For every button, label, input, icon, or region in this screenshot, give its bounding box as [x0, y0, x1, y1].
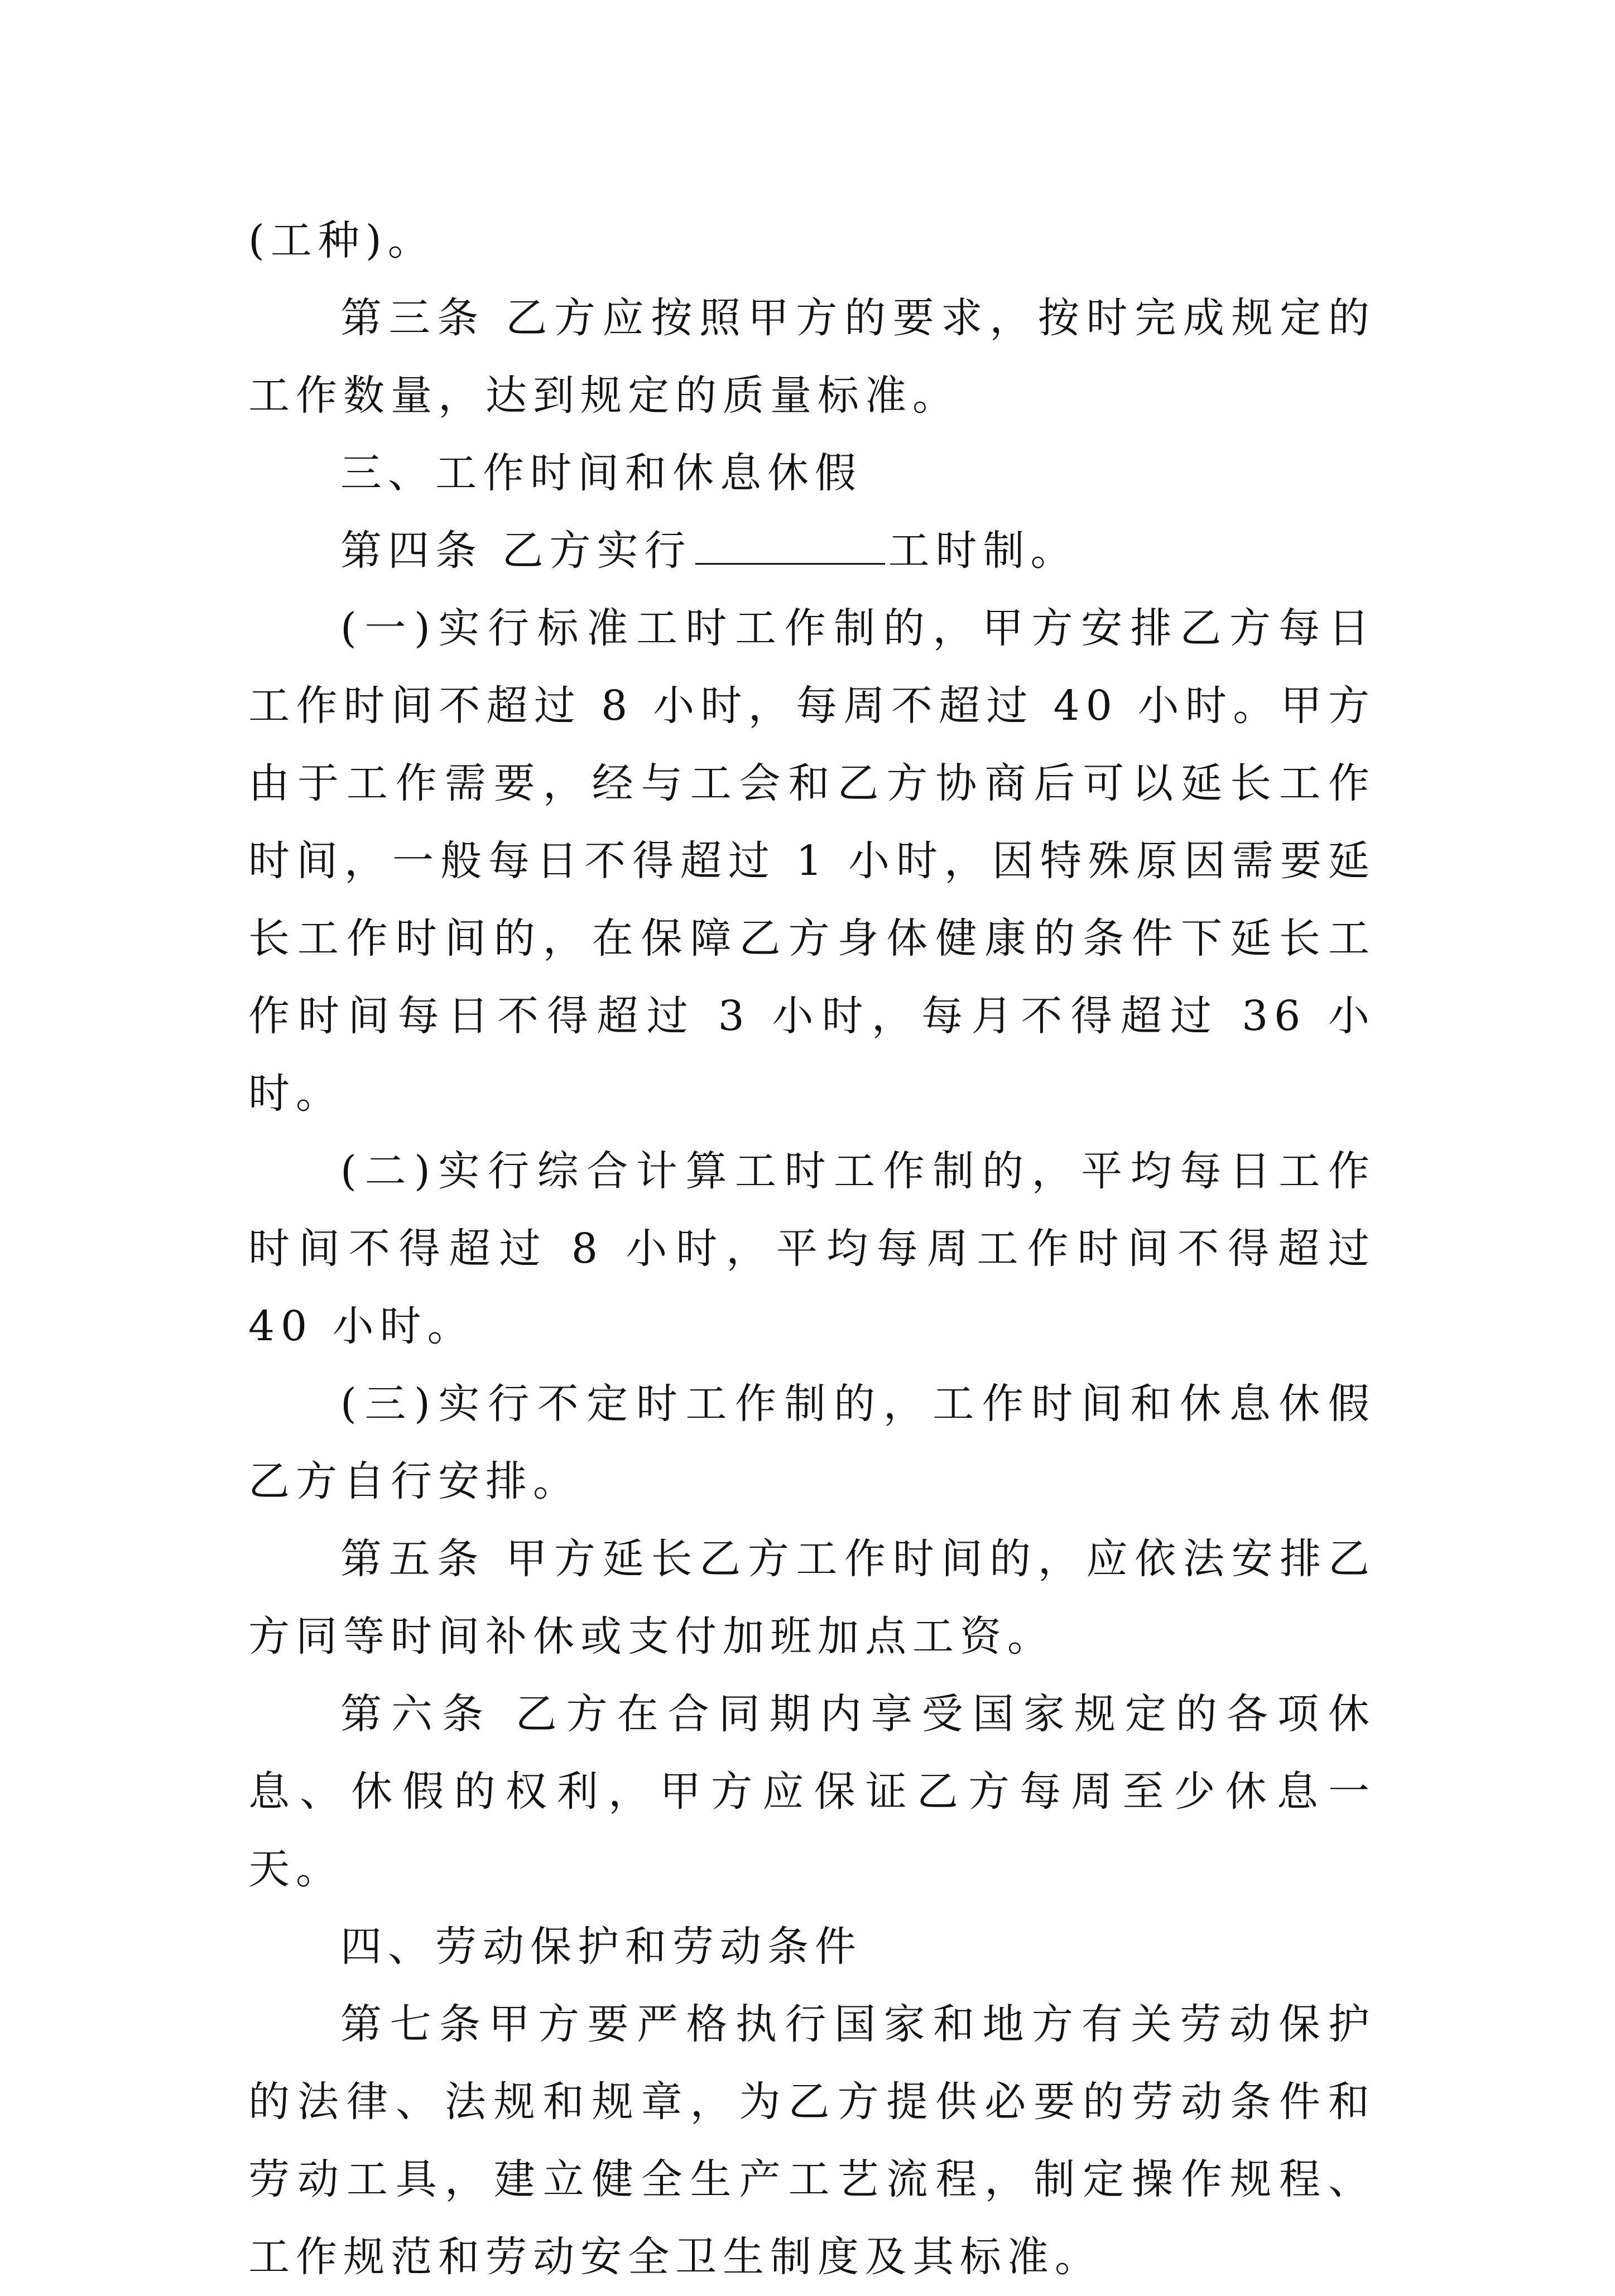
- paragraph-article-7: 第七条甲方要严格执行国家和地方有关劳动保护的法律、法规和规章，为乙方提供必要的劳动条件和劳动工具，建立健全生产工艺流程，制定操作规程、工作规范和劳动安全卫生制度及其标准。: [248, 2000, 1376, 2281]
- paragraph-article-6: 第六条 乙方在合同期内享受国家规定的各项休息、休假的权利，甲方应保证乙方每周至少休息一天。: [248, 1690, 1376, 1893]
- fill-in-blank-line: [695, 524, 885, 565]
- article-4-text-before: 第四条 乙方实行: [340, 527, 692, 575]
- section-heading-working-hours: 三、工作时间和休息休假: [340, 449, 862, 497]
- paragraph-article-5: 第五条 甲方延长乙方工作时间的，应依法安排乙方同等时间补休或支付加班加点工资。: [248, 1535, 1376, 1660]
- paragraph-article-3: 第三条 乙方应按照甲方的要求，按时完成规定的工作数量，达到规定的质量标准。: [248, 294, 1376, 420]
- paragraph-work-type-end: (工种)。: [248, 216, 435, 264]
- section-heading-labor-protection: 四、劳动保护和劳动条件: [340, 1923, 862, 1971]
- article-4-text-after: 工时制。: [888, 527, 1078, 575]
- paragraph-standard-hours: (一)实行标准工时工作制的，甲方安排乙方每日工作时间不超过 8 小时，每周不超过 40 小时。甲方由于工作需要，经与工会和乙方协商后可以延长工作时间，一般每日不得超过 1 小时，因特殊原因需要延长工作时间的，在保障乙方身体健康的条件下延长工作时间每日不得超过 3 小时，每月不得超过 36 小时。: [248, 604, 1376, 1118]
- document-body: [248, 202, 1376, 2296]
- paragraph-comprehensive-hours: (二)实行综合计算工时工作制的，平均每日工作时间不得超过 8 小时，平均每周工作时间不得超过 40 小时。: [248, 1147, 1376, 1350]
- paragraph-article-4: [248, 512, 1376, 590]
- paragraph-flexible-hours: (三)实行不定时工作制的，工作时间和休息休假乙方自行安排。: [248, 1380, 1376, 1505]
